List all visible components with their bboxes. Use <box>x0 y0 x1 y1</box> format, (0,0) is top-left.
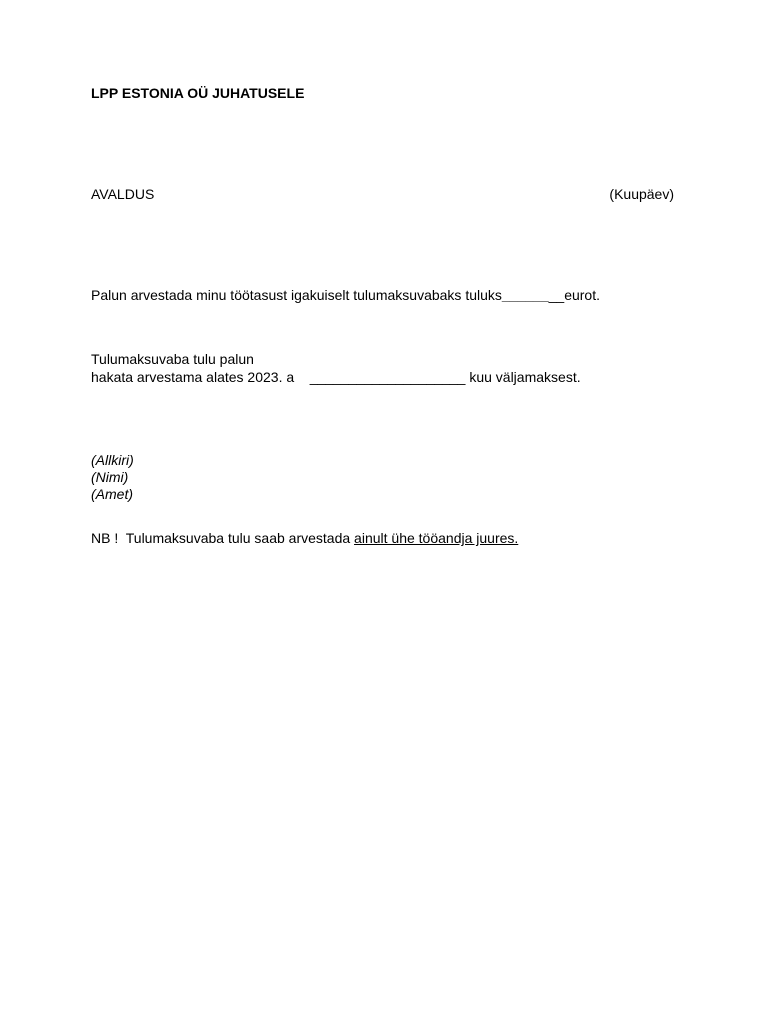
amount-blank: __ <box>548 287 565 303</box>
request-line-amount-suffix: eurot. <box>564 287 600 303</box>
request-line-amount <box>91 287 600 304</box>
request-line-amount-prefix: Palun arvestada minu töötasust igakuiselt tulumaksuvabaks tuluks <box>91 287 502 303</box>
note-prefix: NB ! Tulumaksuvaba tulu saab arvestada <box>91 530 355 546</box>
request-line-month-prefix: hakata arvestama alates 2023. a <box>91 369 310 385</box>
document-title: AVALDUS <box>91 186 155 202</box>
request-line-month <box>91 369 581 386</box>
signature-label: (Allkiri) <box>91 452 134 468</box>
month-blank: ____________________ <box>309 369 466 385</box>
amount-blank-bold: ______ <box>501 287 549 303</box>
addressee-heading: LPP ESTONIA OÜ JUHATUSELE <box>91 85 305 101</box>
name-label: (Nimi) <box>91 469 129 485</box>
note-underlined: ainult ühe tööandja juures. <box>354 530 519 546</box>
request-line-month-suffix: kuu väljamaksest. <box>465 369 581 385</box>
note-line <box>91 530 518 547</box>
date-placeholder: (Kuupäev) <box>609 186 674 202</box>
request-line-start: Tulumaksuvaba tulu palun <box>91 351 254 367</box>
position-label: (Amet) <box>91 486 133 502</box>
